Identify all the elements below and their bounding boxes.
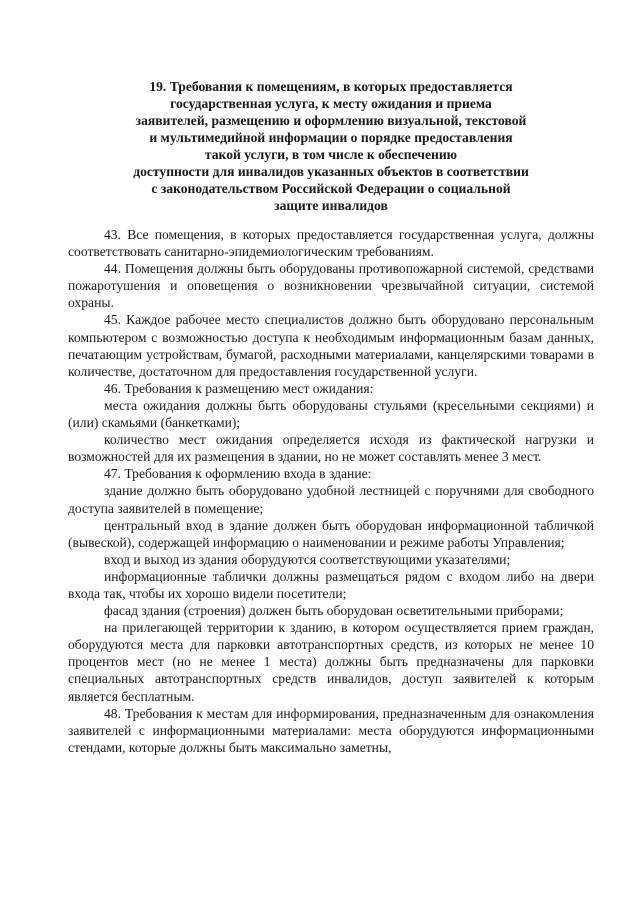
paragraph-48: 48. Требования к местам для информирования, предназначенным для ознакомления заявителей с информационными материалами: места оборудуются информационными стендами, которые должны быть максимально заметны, [68, 705, 594, 755]
paragraph-47-item: информационные таблички должны размещаться рядом с входом либо на двери входа так, чтобы их хорошо видели посетители; [68, 568, 594, 601]
paragraph-47-item: вход и выход из здания оборудуются соответствующими указателями; [104, 551, 511, 567]
heading-line: доступности для инвалидов указанных объектов в соответствии [133, 164, 529, 179]
paragraph-47: 47. Требования к оформлению входа в здание: [104, 466, 372, 482]
document-page [68, 78, 594, 756]
paragraph-46: 46. Требования к размещению мест ожидания: [104, 380, 374, 396]
heading-line: заявителей, размещению и оформлению визуальной, текстовой [135, 113, 527, 128]
paragraph-45: 45. Каждое рабочее место специалистов должно быть оборудовано персональным компьютером с возможностью доступа к необходимым информационным базам данных, печатающим устройствам, бумагой, расходными материалами, канцелярскими товарами в количестве, достаточном для предоставления государственной услуги. [68, 312, 594, 379]
heading-line: и мультимедийной информации о порядке предоставления [149, 130, 513, 145]
paragraph-47-item: на прилегающей территории к зданию, в котором осуществляется прием граждан, оборудуются места для парковки автотранспортных средств, из которых не менее 10 процентов мест (но не менее 1 места) должны быть предназначены для парковки специальных автотранспортных средств инвалидов, доступ заявителей к которым является бесплатным. [68, 620, 594, 704]
paragraph-47-item: здание должно быть оборудовано удобной лестницей с поручнями для свободного доступа заявителей в помещение; [68, 483, 594, 516]
paragraph-43: 43. Все помещения, в которых предоставляется государственная услуга, должны соответствовать санитарно-эпидемиологическим требованиям. [68, 227, 594, 260]
paragraph-47-item: фасад здания (строения) должен быть оборудован осветительными приборами; [104, 603, 564, 619]
heading-line: такой услуги, в том числе к обеспечению [204, 147, 458, 162]
section-heading [68, 78, 594, 214]
heading-line: 19. Требования к помещениям, в которых предоставляется [149, 79, 513, 94]
paragraph-46-item: места ожидания должны быть оборудованы стульями (кресельными секциями) и (или) скамьями (банкетками); [68, 397, 594, 431]
paragraph-44: 44. Помещения должны быть оборудованы противопожарной системой, средствами пожаротушения и оповещения о возникновении чрезвычайной ситуации, системой охраны. [68, 261, 594, 311]
heading-line: государственная услуга, к месту ожидания и приема [170, 96, 492, 111]
body-text [68, 226, 594, 756]
heading-line: защите инвалидов [274, 198, 388, 213]
heading-line: с законодательством Российской Федерации о социальной [151, 181, 511, 196]
paragraph-46-item: количество мест ожидания определяется исходя из фактической нагрузки и возможностей для их размещения в здании, но не может составлять менее 3 мест. [68, 432, 594, 465]
paragraph-47-item: центральный вход в здание должен быть оборудован информационной табличкой (вывеской), содержащей информацию о наименовании и режиме работы Управления; [68, 517, 594, 550]
